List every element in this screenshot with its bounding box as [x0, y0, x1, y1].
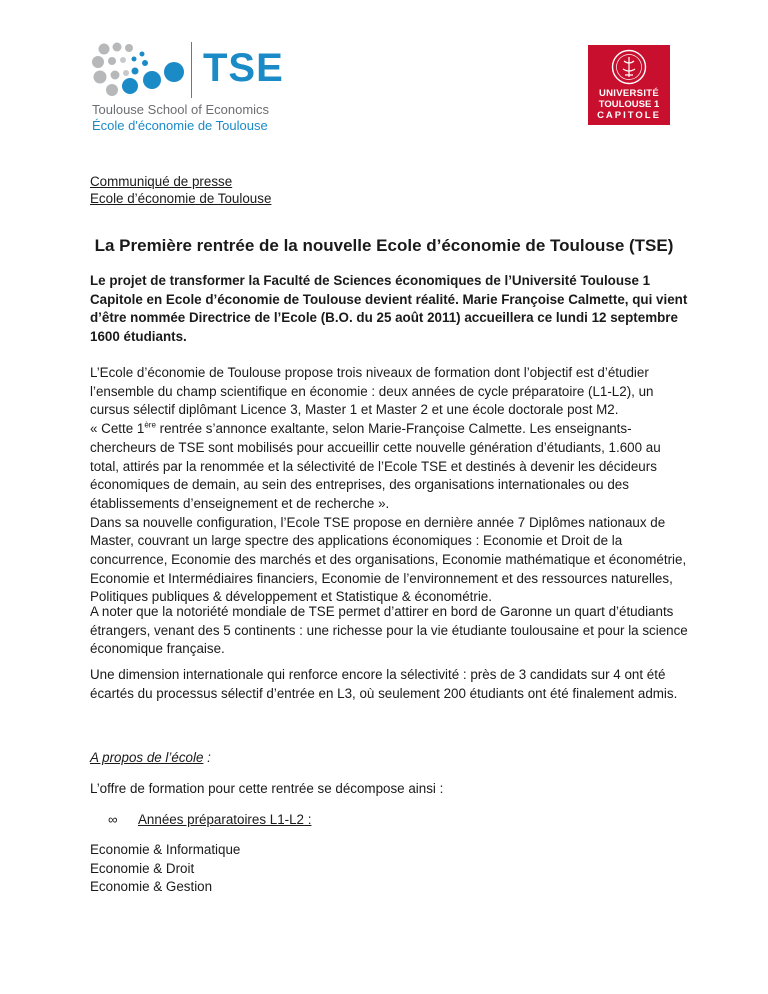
tse-separator: [191, 42, 192, 98]
bullet-label: Années préparatoires L1-L2 :: [138, 812, 312, 827]
lead-paragraph: Le projet de transformer la Faculté de Sciences économiques de l’Université Toulouse 1 Capitole en Ecole d’économie de Toulouse devient réalité. Marie Françoise Calmette, qui vient d’être nommée Directrice de l’Ecole (B.O. du 25 août 2011) accueillera ce lundi 12 septembre 1600 étudiants.: [90, 273, 688, 345]
list-item: Economie & Gestion: [90, 879, 213, 895]
ut1-line2: TOULOUSE 1: [598, 99, 660, 110]
paragraph-3: Une dimension internationale qui renforce encore la sélectivité : près de 3 candidats sur 4 ont été écartés du processus sélectif d’entrée en L3, où seulement 200 étudiants ont été finalement admis.: [90, 667, 678, 701]
paragraph-1: [90, 364, 690, 607]
paragraph-2: A noter que la notoriété mondiale de TSE permet d’attirer en bord de Garonne un quart d’étudiants étrangers, venant des 5 continents : une richesse pour la vie étudiante toulousaine et pour la science économique française.: [90, 604, 688, 657]
ut1-line3: CAPITOLE: [597, 110, 661, 121]
list-item: Economie & Droit: [90, 860, 195, 876]
tse-subtitle-en: Toulouse School of Economics: [92, 102, 270, 117]
list-item: Economie & Informatique: [90, 842, 241, 857]
tse-wordmark: TSE: [203, 46, 284, 90]
infinity-bullet-icon: ∞: [108, 812, 118, 827]
about-colon: :: [203, 750, 211, 765]
press-release-label: Communiqué de presse: [90, 174, 233, 189]
quote-start: « Cette 1: [90, 421, 145, 437]
ut1-line1: UNIVERSITÉ: [598, 88, 659, 99]
press-header: [90, 173, 690, 207]
bullet-item: [108, 811, 311, 830]
quote-body: rentrée s’annonce exaltante, selon Marie-Françoise Calmette. Les enseignants-chercheurs de TSE sont mobilisés pour accueillir cette nouvelle génération d’étudiants, 1.600 au total, attirés par la renommée et la sélectivité de l’Ecole TSE et destinés à devenir les décideurs économiques de demain, au sein des entreprises, des organisations internationales ou des établissements d’enseignement et de recherche ».: [90, 421, 661, 511]
ut1-logo: [588, 45, 670, 125]
paragraph-1-sentence-1: L’Ecole d’économie de Toulouse propose trois niveaux de formation dont l’objectif est d’étudier l’ensemble du champ scientifique en économie : deux années de cycle préparatoire (L1-L2), un cursus sélectif diplômant Licence 3, Master 1 et Master 2 et une école doctorale post M2.: [90, 365, 654, 418]
paragraph-1-sentence-3: Dans sa nouvelle configuration, l’Ecole TSE propose en dernière année 7 Diplômes nationaux de Master, couvrant un large spectre des applications économiques : Economie et Droit de la concurrence, Economie des marchés et des organisations, Economie mathématique et économétrie, Economie et Intermédiaires financiers, Economie de l’environnement et des ressources naturelles, Politiques publiques & développement et Statistique & économétrie.: [90, 514, 687, 605]
program-list: [90, 841, 690, 897]
tse-subtitle-fr: École d'économie de Toulouse: [92, 118, 268, 133]
tse-logo: [90, 40, 290, 135]
university-seal-icon: [611, 49, 647, 85]
about-label: A propos de l’école: [90, 750, 204, 765]
offer-intro: L’offre de formation pour cette rentrée se décompose ainsi :: [90, 781, 444, 796]
school-label: Ecole d’économie de Toulouse: [90, 191, 272, 206]
about-heading: [90, 749, 690, 768]
paragraph-1-sentence-2: [90, 420, 690, 514]
page-title: La Première rentrée de la nouvelle Ecole d’économie de Toulouse (TSE): [94, 236, 674, 255]
tse-dots-icon: [90, 40, 185, 100]
ordinal-superscript: ère: [144, 420, 156, 430]
